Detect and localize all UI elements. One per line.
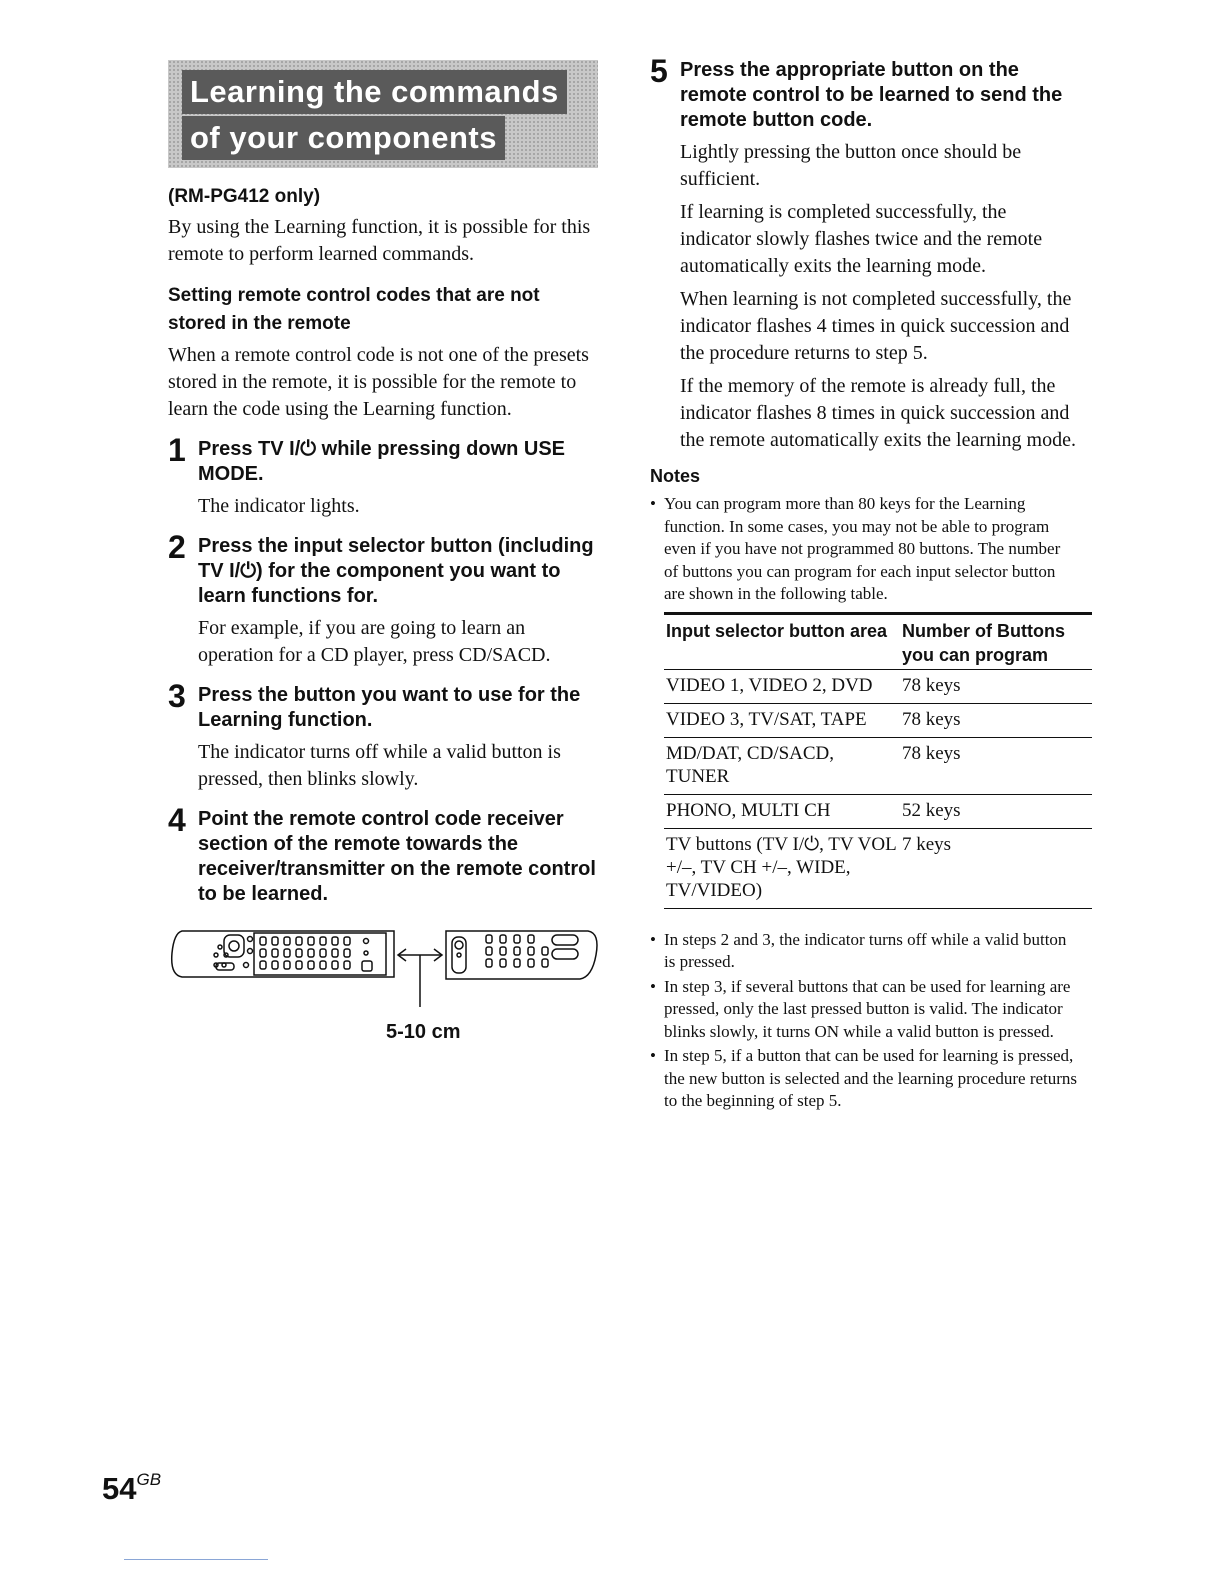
step-body: When learning is not completed successfully, the indicator flashes 4 times in quick succession and the procedure returns to step 5. bbox=[680, 288, 1072, 364]
table-row bbox=[664, 703, 1092, 737]
step-number: 1 bbox=[168, 432, 186, 468]
title-banner bbox=[168, 60, 598, 168]
table-header-cell: Input selector button area bbox=[664, 613, 900, 669]
footer-rule bbox=[124, 1559, 268, 1560]
step-body: If the memory of the remote is already full, the indicator flashes 8 times in quick succession and the remote automatically exits the learning mode. bbox=[680, 375, 1076, 451]
table-row bbox=[664, 794, 1092, 828]
table-cell: 78 keys bbox=[900, 703, 1092, 737]
step-title: Press the input selector button (including TV I/⏻) for the component you want to learn functions for. bbox=[198, 535, 594, 607]
table-cell: 78 keys bbox=[900, 669, 1092, 703]
page-title-line-2: of your components bbox=[182, 116, 505, 160]
note-item: • In step 3, if several buttons that can be used for learning are pressed, only the last pressed button is valid. The indicator blinks slowly, it turns ON while a valid button is pressed. bbox=[650, 976, 1078, 1044]
step-number: 4 bbox=[168, 802, 186, 838]
remote-controls-illustration bbox=[168, 925, 598, 1025]
section-body: When a remote control code is not one of the presets stored in the remote, it is possible for the remote to learn the code using the Learning function. bbox=[168, 344, 589, 420]
step-title: Press TV I/⏻ while pressing down USE MODE. bbox=[198, 438, 566, 485]
table-cell: VIDEO 3, TV/SAT, TAPE bbox=[664, 703, 900, 737]
table-cell: VIDEO 1, VIDEO 2, DVD bbox=[664, 669, 900, 703]
step-4 bbox=[168, 802, 598, 907]
step-1 bbox=[168, 432, 598, 520]
step-title: Press the appropriate button on the remote control to be learned to send the remote button code. bbox=[680, 59, 1063, 131]
table-row bbox=[664, 737, 1092, 794]
table-header-row bbox=[664, 613, 1092, 669]
page-title-line-1: Learning the commands bbox=[182, 70, 567, 114]
table-cell: MD/DAT, CD/SACD, TUNER bbox=[664, 737, 900, 794]
step-title: Point the remote control code receiver section of the remote towards the receiver/transmitter on the remote control to be learned. bbox=[198, 808, 596, 905]
left-column bbox=[168, 60, 598, 1055]
model-note: (RM-PG412 only) bbox=[168, 186, 321, 207]
step-body: The indicator lights. bbox=[198, 495, 360, 517]
table-row bbox=[664, 669, 1092, 703]
note-item: • You can program more than 80 keys for the Learning function. In some cases, you may not be able to program even if you have not programmed 80 buttons. The number of buttons you can program for each input selector button are shown in the following table. bbox=[650, 493, 1078, 606]
right-column bbox=[650, 53, 1078, 1115]
note-item: • In step 5, if a button that can be used for learning is pressed, the new button is selected and the learning procedure returns to the beginning of step 5. bbox=[650, 1045, 1078, 1113]
step-3 bbox=[168, 678, 598, 793]
intro-text: By using the Learning function, it is possible for this remote to perform learned commands. bbox=[168, 216, 591, 265]
notes-list bbox=[650, 493, 1078, 606]
notes-list-continued bbox=[650, 929, 1078, 1113]
step-body: Lightly pressing the button once should be sufficient. bbox=[680, 141, 1022, 190]
step-title: Press the button you want to use for the Learning function. bbox=[198, 684, 581, 731]
step-number: 5 bbox=[650, 53, 668, 89]
step-body: The indicator turns off while a valid button is pressed, then blinks slowly. bbox=[198, 741, 561, 790]
page-number-suffix: GB bbox=[136, 1470, 162, 1489]
step-number: 3 bbox=[168, 678, 186, 714]
table-header-cell: Number of Buttons you can program bbox=[900, 613, 1092, 669]
page-number-value: 54 bbox=[102, 1471, 137, 1506]
step-body: If learning is completed successfully, the indicator slowly flashes twice and the remote automatically exits the learning mode. bbox=[680, 201, 1043, 277]
learning-keys-table bbox=[664, 612, 1092, 909]
section-subheading: Setting remote control codes that are not stored in the remote bbox=[168, 285, 540, 334]
table-cell: PHONO, MULTI CH bbox=[664, 794, 900, 828]
distance-caption: 5-10 cm bbox=[386, 1021, 461, 1043]
page-number bbox=[102, 1470, 161, 1507]
table-row bbox=[664, 828, 1092, 908]
step-5 bbox=[650, 53, 1078, 454]
step-body: For example, if you are going to learn an operation for a CD player, press CD/SACD. bbox=[198, 617, 551, 666]
table-cell: 78 keys bbox=[900, 737, 1092, 794]
table-cell: TV buttons (TV I/⏻, TV VOL +/–, TV CH +/–, WIDE, TV/VIDEO) bbox=[664, 828, 900, 908]
notes-heading: Notes bbox=[650, 466, 701, 486]
table-cell: 7 keys bbox=[900, 828, 1092, 908]
step-number: 2 bbox=[168, 529, 186, 565]
step-2 bbox=[168, 529, 598, 669]
note-item: • In steps 2 and 3, the indicator turns off while a valid button is pressed. bbox=[650, 929, 1078, 974]
remote-distance-diagram bbox=[168, 925, 598, 1055]
table-cell: 52 keys bbox=[900, 794, 1092, 828]
